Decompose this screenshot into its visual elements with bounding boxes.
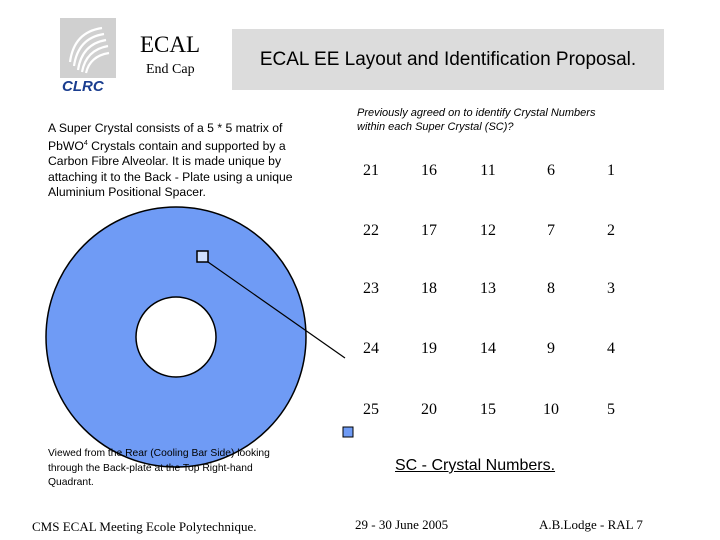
crystal-number-cell: 24 bbox=[363, 340, 379, 357]
crystal-number-cell: 15 bbox=[480, 401, 496, 418]
crystal-number-cell: 22 bbox=[363, 222, 379, 239]
spacer-marker bbox=[343, 427, 353, 437]
crystal-number-cell: 1 bbox=[607, 162, 615, 179]
desc-line-2-sup: 4 bbox=[83, 140, 88, 148]
crystal-number-cell: 13 bbox=[480, 280, 496, 297]
crystal-number-cell: 2 bbox=[607, 222, 615, 239]
sc-crystal-numbers-label: SC - Crystal Numbers. bbox=[395, 457, 556, 474]
crystal-number-cell: 18 bbox=[421, 280, 437, 297]
desc-line-4: attaching it to the Back - Plate using a unique bbox=[48, 169, 293, 184]
view-line-3: Quadrant. bbox=[48, 477, 94, 488]
crystal-number-cell: 20 bbox=[421, 401, 437, 418]
ecal-label: ECAL bbox=[140, 32, 201, 57]
crystal-number-cell: 5 bbox=[607, 401, 615, 418]
crystal-number-cell: 17 bbox=[421, 222, 437, 239]
footer-meeting: CMS ECAL Meeting Ecole Polytechnique. bbox=[32, 519, 257, 534]
crystal-number-cell: 8 bbox=[547, 280, 555, 297]
crystal-number-cell: 23 bbox=[363, 280, 379, 297]
view-line-2: through the Back-plate at the Top Right-hand bbox=[48, 462, 253, 474]
crystal-number-cell: 3 bbox=[607, 280, 615, 297]
desc-line-2-pre: PbWO bbox=[48, 139, 84, 154]
view-caption bbox=[48, 447, 318, 491]
crystal-number-cell: 6 bbox=[547, 162, 555, 179]
end-cap-label: End Cap bbox=[146, 62, 195, 77]
crystal-number-cell: 25 bbox=[363, 401, 379, 418]
footer-date: 29 - 30 June 2005 bbox=[355, 517, 449, 532]
crystal-number-cell: 7 bbox=[547, 222, 555, 239]
desc-line-3: Carbon Fibre Alveolar. It is made unique by bbox=[48, 154, 282, 169]
crystal-number-cell: 9 bbox=[547, 340, 555, 357]
desc-line-1: A Super Crystal consists of a 5 * 5 matrix of bbox=[48, 121, 283, 135]
note-line-1: Previously agreed on to identify Crystal Numbers bbox=[357, 107, 596, 119]
crystal-number-cell: 11 bbox=[480, 162, 496, 179]
page-title: ECAL EE Layout and Identification Proposal. bbox=[259, 49, 637, 70]
desc-line-5: Aluminium Positional Spacer. bbox=[48, 184, 206, 199]
agreement-note bbox=[357, 106, 647, 134]
view-line-1: Viewed from the Rear (Cooling Bar Side) looking bbox=[48, 448, 270, 459]
crystal-number-cell: 12 bbox=[480, 222, 496, 239]
crystal-number-cell: 10 bbox=[543, 401, 559, 418]
desc-line-2-post: Crystals contain and supported by a bbox=[87, 139, 286, 154]
crystal-number-cell: 16 bbox=[421, 162, 437, 179]
crystal-number-cell: 4 bbox=[607, 340, 615, 357]
logo-text: CLRC bbox=[62, 78, 104, 94]
crystal-number-cell: 14 bbox=[480, 340, 496, 357]
crystal-number-cell: 19 bbox=[421, 340, 437, 357]
footer-author: A.B.Lodge - RAL 7 bbox=[539, 517, 643, 532]
note-line-2: within each Super Crystal (SC)? bbox=[357, 121, 514, 133]
super-crystal-marker bbox=[197, 251, 208, 262]
crystal-number-cell: 21 bbox=[363, 162, 379, 179]
endcap-disc bbox=[46, 207, 306, 467]
